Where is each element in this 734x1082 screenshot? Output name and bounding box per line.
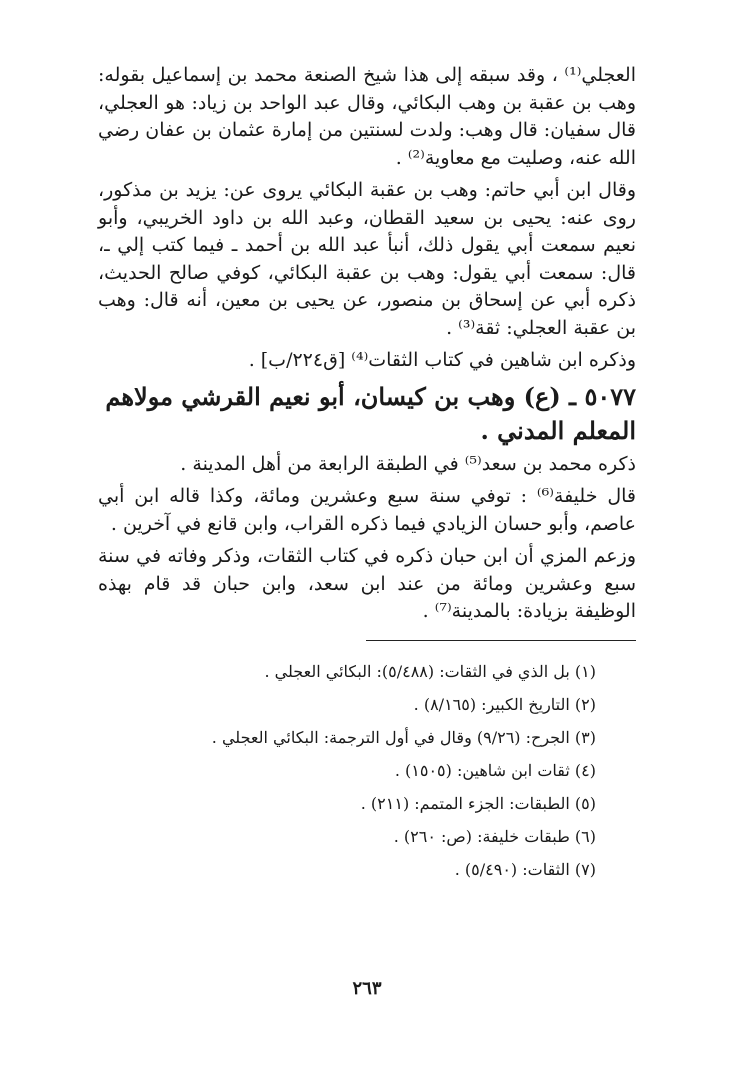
footnote-3: (٣) الجرح: (٩/٢٦) وقال في أول الترجمة: البكائي العجلي .: [211, 727, 596, 747]
page-number: ٢٦٣: [352, 978, 382, 999]
body-paragraph-2: وقال ابن أبي حاتم: وهب بن عقبة البكائي يروى عن: يزيد بن مذكور، روى عنه: يحيى بن سعيد القطان، وعبد الله بن داود الخريبي، وأبو نعيم سمعت أبي يقول ذلك، أنبأ عبد الله بن أحمد ـ فيما كتب إلي ـ، قال: سمعت أبي يقول: وهب بن عقبة البكائي، كوفي صالح الحديث، ذكره أبي عن إسحاق بن منصور، عن يحيى بن معين، أنه قال: وهب بن عقبة العجلي: ثقة⁽³⁾ .: [98, 179, 636, 339]
footnotes: [98, 655, 636, 886]
body-paragraph-1: العجلي⁽¹⁾ ، وقد سبقه إلى هذا شيخ الصنعة محمد بن إسماعيل بقوله: وهب بن عقبة بن وهب البكائي، وقال عبد الواحد بن زياد: هو العجلي، قال سفيان: قال وهب: ولدت لسنتين من إمارة عثمان بن عفان رضي الله عنه، وصليت مع معاوية⁽²⁾ .: [98, 64, 636, 169]
footnote-6: (٦) طبقات خليفة: (ص: ٢٦٠) .: [393, 826, 596, 846]
entry-heading: ٥٠٧٧ ـ (ع) وهب بن كيسان، أبو نعيم القرشي مولاهم المعلم المدني .: [105, 381, 636, 445]
entry-paragraph-3: وزعم المزي أن ابن حبان ذكره في كتاب الثقات، وذكر وفاته في سنة سبع وعشرين ومائة من عند ابن سعد، وابن حبان قد قام بهذه الوظيفة بزيادة: بالمدينة⁽⁷⁾ .: [98, 545, 636, 622]
footnote-5: (٥) الطبقات: الجزء المتمم: (٢١١) .: [360, 793, 596, 813]
footnote-7: (٧) الثقات: (٥/٤٩٠) .: [454, 859, 596, 879]
footnote-2: (٢) التاريخ الكبير: (٨/١٦٥) .: [413, 694, 596, 714]
entry-paragraph-1: ذكره محمد بن سعد⁽⁵⁾ في الطبقة الرابعة من أهل المدينة .: [180, 452, 636, 475]
footnote-4: (٤) ثقات ابن شاهين: (١٥٠٥) .: [394, 760, 596, 780]
body-paragraph-3: وذكره ابن شاهين في كتاب الثقات⁽⁴⁾ [ق٢٢٤/ب] .: [248, 349, 636, 371]
entry-paragraph-2: قال خليفة⁽⁶⁾ : توفي سنة سبع وعشرين ومائة، وكذا قاله ابن أبي عاصم، وأبو حسان الزيادي فيما ذكره القراب، وابن قانع في آخرين .: [98, 485, 636, 535]
footnote-1: (١) بل الذي في الثقات: (٥/٤٨٨): البكائي العجلي .: [264, 661, 596, 681]
footnote-divider: [366, 640, 636, 641]
